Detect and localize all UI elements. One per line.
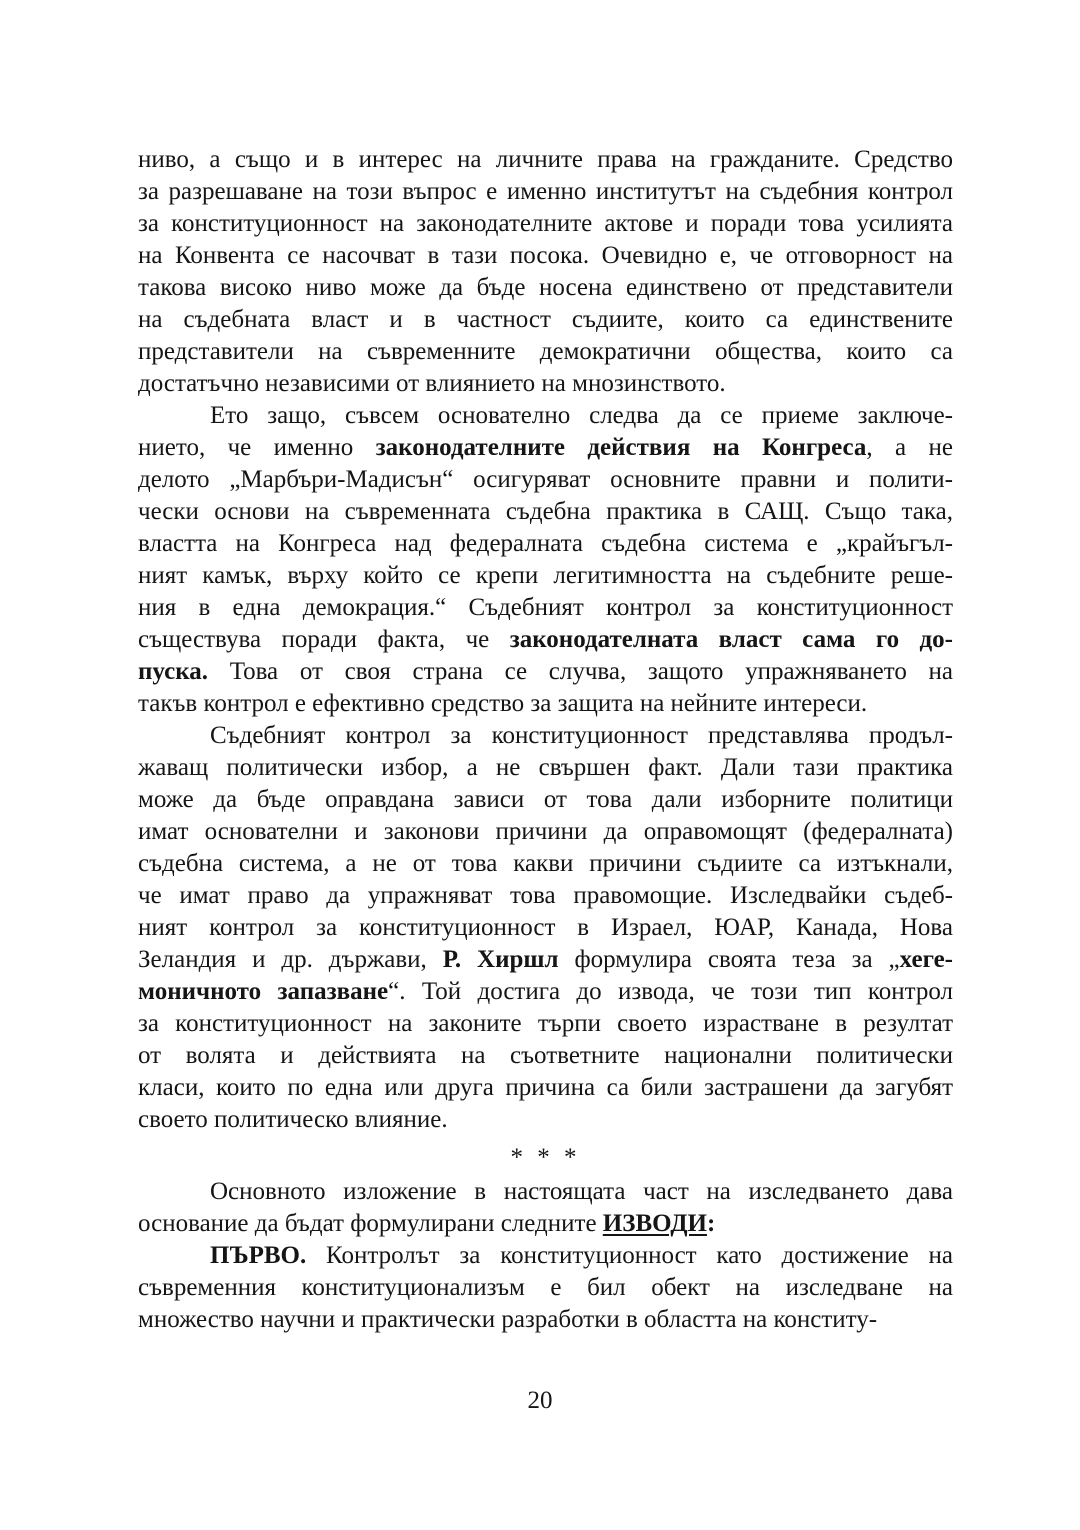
text-line [138, 656, 953, 688]
main-paragraphs [138, 144, 953, 1136]
paragraph-continuation [138, 144, 953, 400]
text-line [138, 400, 953, 432]
text-run: съвременния конституционализъм е бил обект на изследване на [138, 1274, 953, 1301]
text-run: делото „Марбъри-Мадисън“ осигуряват основните правни и полити- [138, 466, 953, 493]
text-run: ният контрол за конституционност в Израел, ЮАР, Канада, Нова [138, 914, 953, 941]
text-line [138, 1072, 953, 1104]
text-run: може да бъде оправдана зависи от това дали изборните политици [138, 786, 953, 813]
text-line [138, 1272, 953, 1304]
text-run: такъв контрол е ефективно средство за защита на нейните интереси. [138, 690, 868, 717]
text-line [138, 208, 953, 240]
text-line [138, 336, 953, 368]
text-run: класи, които по една или друга причина са били застрашени да загубят [138, 1074, 953, 1101]
bold-text: законодателната власт сама го до- [509, 626, 953, 653]
bold-text: законодателните действия на Конгреса [375, 434, 867, 461]
text-run: Съдебният контрол за конституционност представлява продъл- [210, 722, 953, 749]
text-line [138, 880, 953, 912]
body-text [138, 144, 953, 1336]
text-run: имат основателни и законови причини да оправомощят (федералната) [138, 818, 953, 845]
text-run: Ето защо, съвсем основателно следва да се приеме заключе- [210, 402, 953, 429]
text-run: ният камък, върху който се крепи легитимността на съдебните реше- [138, 562, 953, 589]
text-line [138, 272, 953, 304]
text-line [138, 496, 953, 528]
paragraph-hirschl [138, 720, 953, 1136]
text-line [138, 592, 953, 624]
text-run: нието, че именно [138, 434, 376, 461]
bold-text: хеге- [899, 946, 953, 973]
text-line [138, 784, 953, 816]
text-run: за конституционност на законодателните актове и поради това усилията [138, 210, 953, 237]
text-run: Зеландия и др. държави, [138, 946, 443, 973]
text-line [138, 1176, 953, 1208]
text-run: такова високо ниво може да бъде носена единствено от представители [138, 274, 953, 301]
text-run: от волята и действията на съответните национални политически [138, 1042, 953, 1069]
text-run: ния в една демокрация.“ Съдебният контрол за конституционност [138, 594, 953, 621]
text-line [138, 144, 953, 176]
bold-text: моничното запазване [138, 978, 389, 1005]
text-line [138, 624, 953, 656]
text-line [138, 688, 953, 720]
text-run: ниво, а също и в интерес на личните права на гражданите. Средство [138, 146, 953, 173]
bold-text: ПЪРВО. [210, 1242, 307, 1269]
text-line [138, 1040, 953, 1072]
paragraph-congress-actions [138, 400, 953, 720]
text-run: формулира своята теза за „ [558, 946, 900, 973]
text-run: своето политическо влияние. [138, 1106, 448, 1133]
text-line [138, 176, 953, 208]
text-line [138, 752, 953, 784]
page-number: 20 [527, 1387, 553, 1414]
text-line [138, 304, 953, 336]
text-line [138, 720, 953, 752]
text-run: достатъчно независими от влиянието на мнозинството. [138, 370, 726, 397]
text-run: представители на съвременните демократични общества, които са [138, 338, 953, 365]
text-run: за конституционност на законите търпи своето израстване в резултат [138, 1010, 953, 1037]
text-run: основание да бъдат формулирани следните [138, 1210, 603, 1237]
text-line [138, 976, 953, 1008]
text-line [138, 1240, 953, 1272]
section-separator: * * * [510, 1144, 581, 1171]
text-line [138, 464, 953, 496]
text-line [138, 240, 953, 272]
text-line [138, 560, 953, 592]
conclusions-section [138, 1176, 953, 1336]
text-run: властта на Конгреса над федералната съдебна система е „крайъгъл- [138, 530, 953, 557]
text-line [138, 848, 953, 880]
text-line [138, 1304, 953, 1336]
bold-text: пуска. [138, 658, 209, 685]
text-line [138, 1008, 953, 1040]
text-run: на Конвента се насочват в тази посока. Очевидно е, че отговорност на [138, 242, 953, 269]
text-run: за разрешаване на този въпрос е именно институтът на съдебния контрол [138, 178, 953, 205]
paragraph-conclusions-intro [138, 1176, 953, 1240]
bold-text: : [706, 1210, 716, 1237]
text-line [138, 528, 953, 560]
text-line [138, 1104, 953, 1136]
text-run: Това от своя страна се случва, защото упражняването на [208, 658, 953, 685]
bold-text: Р. Хиршл [442, 946, 559, 973]
text-run: чески основи на съвременната съдебна практика в САЩ. Също така, [138, 498, 953, 525]
underlined-bold-text: ИЗВОДИ [602, 1210, 707, 1237]
text-run: жаващ политически избор, а не свършен факт. Дали тази практика [138, 754, 953, 781]
text-line [138, 368, 953, 400]
text-run: Основното изложение в настоящата част на изследването дава [210, 1178, 953, 1205]
text-line [138, 912, 953, 944]
text-run: съдебна система, а не от това какви причини съдиите са изтъкнали, [138, 850, 953, 877]
text-line [138, 944, 953, 976]
text-line [138, 432, 953, 464]
text-run: Контролът за конституционност като достижение на [306, 1242, 953, 1269]
paragraph-first-conclusion [138, 1240, 953, 1336]
text-run: “. Той достига до извода, че този тип контрол [388, 978, 953, 1005]
text-run: съществува поради факта, че [138, 626, 510, 653]
text-line [138, 1208, 953, 1240]
text-run: множество научни и практически разработки в областта на конститу- [138, 1306, 878, 1333]
text-run: че имат право да упражняват това правомощие. Изследвайки съдеб- [138, 882, 953, 909]
text-run: на съдебната власт и в частност съдиите, които са единствените [138, 306, 953, 333]
text-run: , а не [866, 434, 953, 461]
text-line [138, 816, 953, 848]
